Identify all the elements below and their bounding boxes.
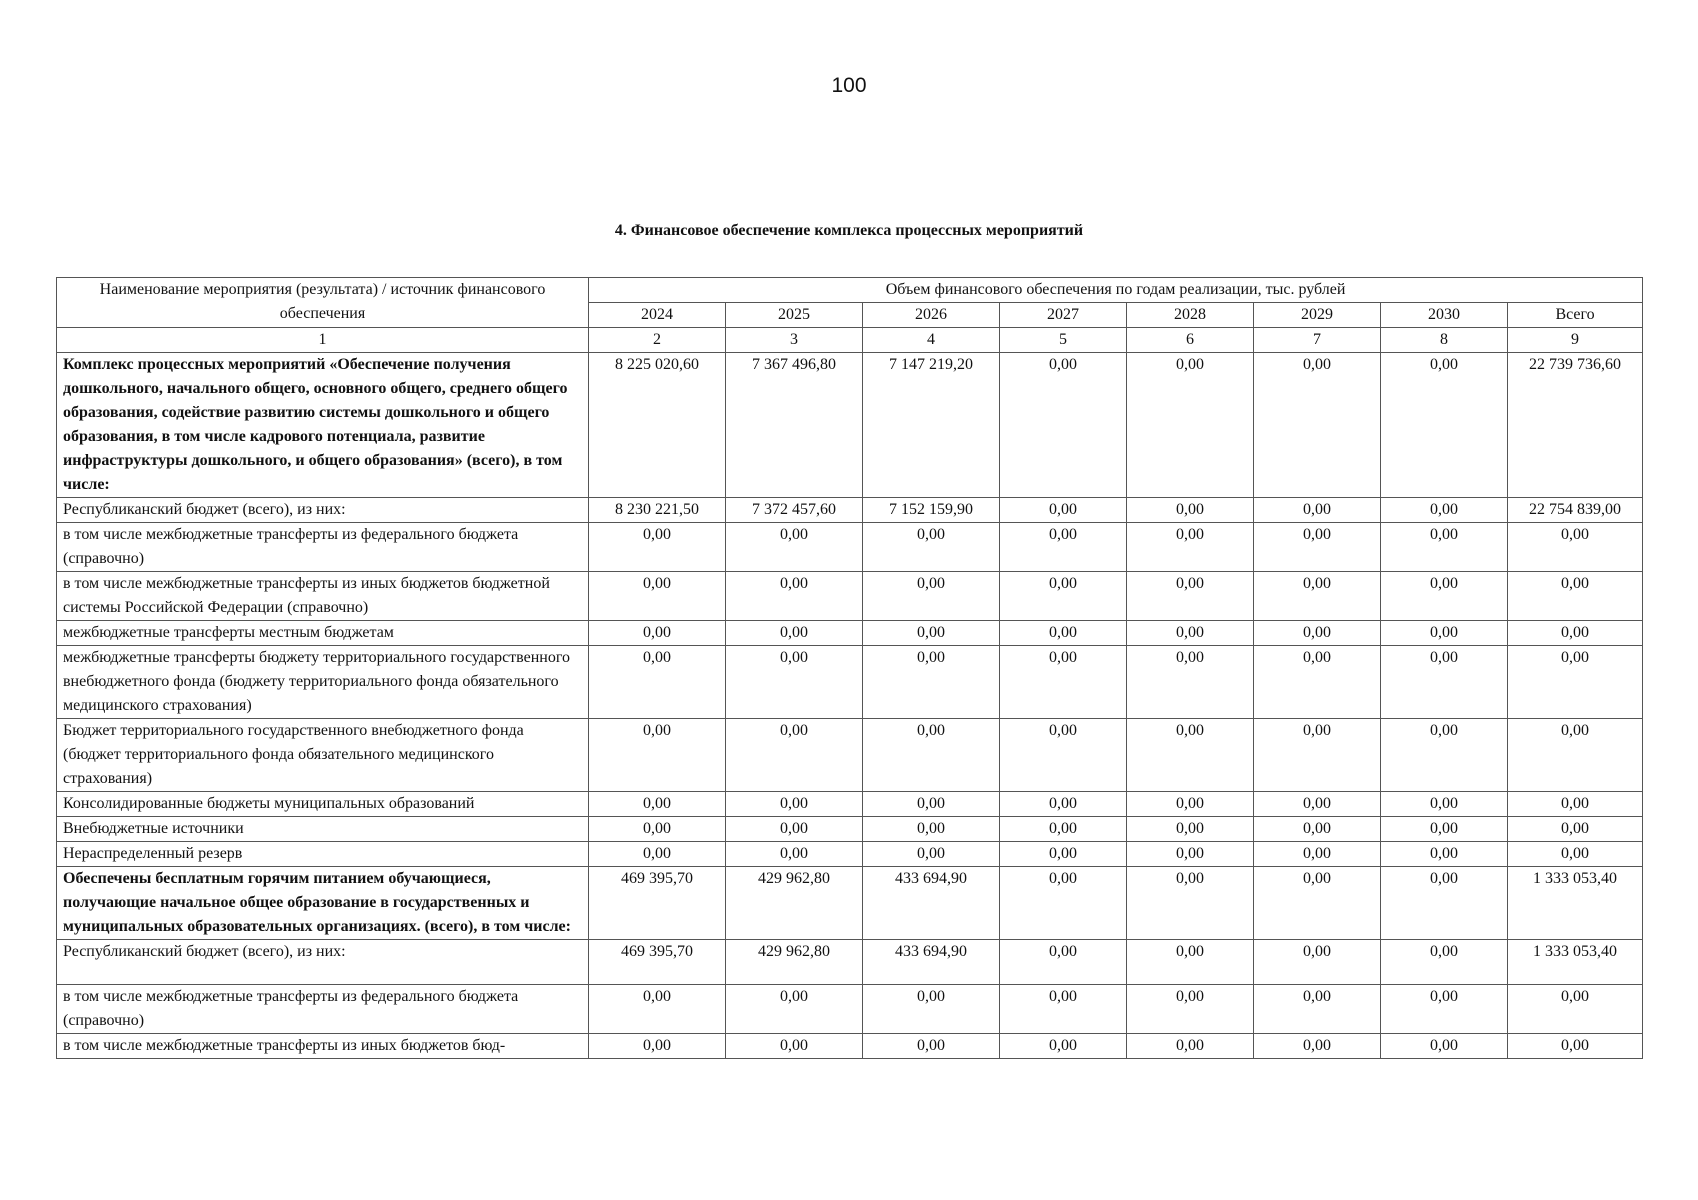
cell-value: 0,00 bbox=[863, 719, 1000, 792]
cell-value: 0,00 bbox=[1254, 523, 1381, 572]
row-name: Республиканский бюджет (всего), из них: bbox=[57, 940, 589, 985]
cell-value: 0,00 bbox=[1000, 792, 1127, 817]
cell-value: 0,00 bbox=[1254, 817, 1381, 842]
cell-value: 0,00 bbox=[1381, 572, 1508, 621]
cell-value: 0,00 bbox=[1127, 842, 1254, 867]
cell-value: 0,00 bbox=[589, 817, 726, 842]
cell-value: 0,00 bbox=[726, 572, 863, 621]
table-row bbox=[57, 498, 1643, 523]
cell-value: 0,00 bbox=[1000, 353, 1127, 498]
row-name: в том числе межбюджетные трансферты из иных бюджетов бюд- bbox=[57, 1034, 589, 1059]
cell-value: 0,00 bbox=[1381, 817, 1508, 842]
cell-value: 0,00 bbox=[1127, 646, 1254, 719]
cell-value: 0,00 bbox=[1254, 985, 1381, 1034]
cell-value: 0,00 bbox=[1254, 792, 1381, 817]
year-header: 2026 bbox=[863, 303, 1000, 328]
column-number: 2 bbox=[589, 328, 726, 353]
row-name: Консолидированные бюджеты муниципальных образований bbox=[57, 792, 589, 817]
cell-value: 0,00 bbox=[726, 842, 863, 867]
cell-value: 0,00 bbox=[1000, 572, 1127, 621]
row-name: Комплекс процессных мероприятий «Обеспечение получения дошкольного, начального общего, основного общего, среднего общего образования, содействие развитию системы дошкольного и общего образования, в том числе кадрового потенциала, развитие инфраструктуры дошкольного, и общего образования» (всего), в том числе: bbox=[57, 353, 589, 498]
cell-value: 0,00 bbox=[589, 719, 726, 792]
cell-value: 7 152 159,90 bbox=[863, 498, 1000, 523]
cell-value: 0,00 bbox=[1127, 817, 1254, 842]
cell-value: 0,00 bbox=[863, 621, 1000, 646]
cell-value: 0,00 bbox=[1000, 1034, 1127, 1059]
column-number: 5 bbox=[1000, 328, 1127, 353]
cell-value: 0,00 bbox=[1000, 842, 1127, 867]
cell-value: 7 147 219,20 bbox=[863, 353, 1000, 498]
cell-value: 0,00 bbox=[726, 646, 863, 719]
cell-total: 22 739 736,60 bbox=[1508, 353, 1643, 498]
table-row bbox=[57, 353, 1643, 498]
cell-value: 0,00 bbox=[726, 985, 863, 1034]
year-header: 2025 bbox=[726, 303, 863, 328]
row-name: в том числе межбюджетные трансферты из федерального бюджета (справочно) bbox=[57, 985, 589, 1034]
cell-value: 0,00 bbox=[1254, 572, 1381, 621]
cell-value: 0,00 bbox=[1127, 572, 1254, 621]
year-header: 2024 bbox=[589, 303, 726, 328]
cell-total: 0,00 bbox=[1508, 817, 1643, 842]
cell-value: 0,00 bbox=[589, 792, 726, 817]
cell-value: 7 367 496,80 bbox=[726, 353, 863, 498]
column-numbers-row bbox=[57, 328, 1643, 353]
cell-value: 0,00 bbox=[1381, 621, 1508, 646]
cell-value: 0,00 bbox=[1000, 646, 1127, 719]
cell-value: 0,00 bbox=[863, 792, 1000, 817]
cell-value: 0,00 bbox=[1000, 985, 1127, 1034]
table-row bbox=[57, 1034, 1643, 1059]
cell-value: 0,00 bbox=[1000, 867, 1127, 940]
cell-total: 0,00 bbox=[1508, 842, 1643, 867]
cell-value: 0,00 bbox=[589, 621, 726, 646]
cell-value: 0,00 bbox=[1381, 985, 1508, 1034]
table-row bbox=[57, 719, 1643, 792]
column-number: 8 bbox=[1381, 328, 1508, 353]
cell-value: 0,00 bbox=[589, 985, 726, 1034]
cell-value: 0,00 bbox=[863, 1034, 1000, 1059]
cell-value: 433 694,90 bbox=[863, 867, 1000, 940]
cell-value: 0,00 bbox=[1000, 940, 1127, 985]
cell-total: 22 754 839,00 bbox=[1508, 498, 1643, 523]
cell-value: 0,00 bbox=[1127, 792, 1254, 817]
cell-value: 0,00 bbox=[589, 646, 726, 719]
cell-value: 0,00 bbox=[863, 523, 1000, 572]
table-row bbox=[57, 985, 1643, 1034]
cell-value: 0,00 bbox=[1381, 353, 1508, 498]
cell-value: 0,00 bbox=[1127, 353, 1254, 498]
cell-value: 0,00 bbox=[726, 792, 863, 817]
cell-value: 7 372 457,60 bbox=[726, 498, 863, 523]
cell-value: 0,00 bbox=[1000, 621, 1127, 646]
volume-column-header: Объем финансового обеспечения по годам реализации, тыс. рублей bbox=[589, 278, 1643, 303]
cell-value: 0,00 bbox=[1381, 940, 1508, 985]
cell-value: 0,00 bbox=[1000, 498, 1127, 523]
cell-value: 0,00 bbox=[1254, 842, 1381, 867]
cell-value: 0,00 bbox=[1254, 867, 1381, 940]
cell-value: 429 962,80 bbox=[726, 940, 863, 985]
cell-value: 0,00 bbox=[1381, 1034, 1508, 1059]
table-row bbox=[57, 817, 1643, 842]
row-name: Нераспределенный резерв bbox=[57, 842, 589, 867]
financing-table bbox=[56, 277, 1643, 1059]
cell-value: 0,00 bbox=[726, 523, 863, 572]
cell-value: 0,00 bbox=[863, 817, 1000, 842]
table-row bbox=[57, 572, 1643, 621]
name-column-header: Наименование мероприятия (результата) / источник финансового обеспечения bbox=[57, 278, 589, 328]
cell-value: 0,00 bbox=[589, 1034, 726, 1059]
cell-value: 0,00 bbox=[1381, 498, 1508, 523]
column-number: 6 bbox=[1127, 328, 1254, 353]
row-name: Обеспечены бесплатным горячим питанием обучающиеся, получающие начальное общее образование в государственных и муниципальных образовательных организациях. (всего), в том числе: bbox=[57, 867, 589, 940]
cell-total: 0,00 bbox=[1508, 572, 1643, 621]
cell-value: 0,00 bbox=[726, 817, 863, 842]
cell-total: 0,00 bbox=[1508, 719, 1643, 792]
table-row bbox=[57, 940, 1643, 985]
cell-value: 0,00 bbox=[863, 572, 1000, 621]
cell-value: 0,00 bbox=[1381, 719, 1508, 792]
cell-value: 0,00 bbox=[1127, 523, 1254, 572]
cell-value: 0,00 bbox=[1254, 621, 1381, 646]
section-title: 4. Финансовое обеспечение комплекса процессных мероприятий bbox=[614, 222, 1084, 239]
cell-value: 0,00 bbox=[589, 842, 726, 867]
row-name: межбюджетные трансферты местным бюджетам bbox=[57, 621, 589, 646]
table-row bbox=[57, 867, 1643, 940]
column-number: 1 bbox=[57, 328, 589, 353]
cell-value: 8 225 020,60 bbox=[589, 353, 726, 498]
table-row bbox=[57, 621, 1643, 646]
cell-value: 0,00 bbox=[726, 1034, 863, 1059]
header-row bbox=[57, 278, 1643, 303]
table-row bbox=[57, 792, 1643, 817]
column-number: 9 bbox=[1508, 328, 1643, 353]
cell-value: 0,00 bbox=[863, 985, 1000, 1034]
year-header: 2030 bbox=[1381, 303, 1508, 328]
page-number: 100 bbox=[831, 74, 867, 97]
cell-total: 0,00 bbox=[1508, 792, 1643, 817]
cell-total: 0,00 bbox=[1508, 523, 1643, 572]
row-name: межбюджетные трансферты бюджету территориального государственного внебюджетного фонда (бюджету территориального фонда обязательного медицинского страхования) bbox=[57, 646, 589, 719]
cell-value: 0,00 bbox=[1381, 867, 1508, 940]
cell-value: 429 962,80 bbox=[726, 867, 863, 940]
year-header: 2028 bbox=[1127, 303, 1254, 328]
cell-total: 0,00 bbox=[1508, 646, 1643, 719]
cell-value: 0,00 bbox=[1000, 817, 1127, 842]
cell-value: 0,00 bbox=[1127, 498, 1254, 523]
table-row bbox=[57, 842, 1643, 867]
cell-value: 0,00 bbox=[1254, 498, 1381, 523]
column-number: 3 bbox=[726, 328, 863, 353]
cell-value: 0,00 bbox=[1254, 719, 1381, 792]
cell-value: 469 395,70 bbox=[589, 867, 726, 940]
row-name: Республиканский бюджет (всего), из них: bbox=[57, 498, 589, 523]
cell-value: 8 230 221,50 bbox=[589, 498, 726, 523]
cell-value: 0,00 bbox=[1381, 646, 1508, 719]
cell-value: 0,00 bbox=[589, 523, 726, 572]
cell-value: 0,00 bbox=[1000, 523, 1127, 572]
cell-value: 0,00 bbox=[1000, 719, 1127, 792]
cell-total: 0,00 bbox=[1508, 621, 1643, 646]
cell-value: 0,00 bbox=[1127, 621, 1254, 646]
cell-value: 0,00 bbox=[1254, 646, 1381, 719]
cell-value: 0,00 bbox=[1254, 353, 1381, 498]
cell-value: 0,00 bbox=[1127, 1034, 1254, 1059]
cell-total: 1 333 053,40 bbox=[1508, 940, 1643, 985]
cell-value: 0,00 bbox=[1127, 719, 1254, 792]
cell-value: 433 694,90 bbox=[863, 940, 1000, 985]
cell-value: 0,00 bbox=[1381, 523, 1508, 572]
cell-value: 0,00 bbox=[726, 621, 863, 646]
cell-value: 0,00 bbox=[1127, 867, 1254, 940]
row-name: Бюджет территориального государственного внебюджетного фонда (бюджет территориального фонда обязательного медицинского страхования) bbox=[57, 719, 589, 792]
cell-value: 0,00 bbox=[1127, 985, 1254, 1034]
table-row bbox=[57, 646, 1643, 719]
cell-value: 0,00 bbox=[1127, 940, 1254, 985]
column-number: 4 bbox=[863, 328, 1000, 353]
year-header: 2029 bbox=[1254, 303, 1381, 328]
cell-value: 0,00 bbox=[1381, 792, 1508, 817]
cell-value: 0,00 bbox=[863, 646, 1000, 719]
cell-value: 469 395,70 bbox=[589, 940, 726, 985]
total-header: Всего bbox=[1508, 303, 1643, 328]
column-number: 7 bbox=[1254, 328, 1381, 353]
row-name: Внебюджетные источники bbox=[57, 817, 589, 842]
row-name: в том числе межбюджетные трансферты из федерального бюджета (справочно) bbox=[57, 523, 589, 572]
year-header: 2027 bbox=[1000, 303, 1127, 328]
cell-value: 0,00 bbox=[589, 572, 726, 621]
cell-value: 0,00 bbox=[726, 719, 863, 792]
cell-value: 0,00 bbox=[1381, 842, 1508, 867]
cell-total: 1 333 053,40 bbox=[1508, 867, 1643, 940]
cell-value: 0,00 bbox=[1254, 940, 1381, 985]
row-name: в том числе межбюджетные трансферты из иных бюджетов бюджетной системы Российской Федерации (справочно) bbox=[57, 572, 589, 621]
table-row bbox=[57, 523, 1643, 572]
cell-total: 0,00 bbox=[1508, 1034, 1643, 1059]
cell-value: 0,00 bbox=[1254, 1034, 1381, 1059]
cell-value: 0,00 bbox=[863, 842, 1000, 867]
cell-total: 0,00 bbox=[1508, 985, 1643, 1034]
